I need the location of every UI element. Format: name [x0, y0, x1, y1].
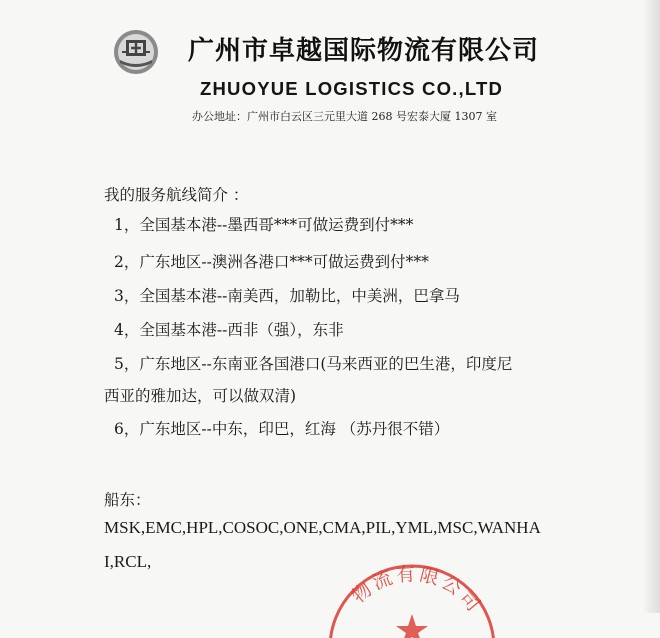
- route-item: 3，全国基本港--南美西，加勒比，中美洲，巴拿马: [114, 287, 460, 305]
- shipowners-list: MSK,EMC,HPL,COSOC,ONE,CMA,PIL,YML,MSC,WANHA: [104, 518, 541, 537]
- svg-text:物流有限公司: [348, 563, 486, 618]
- route-item-continued: 西亚的雅加达，可以做双清): [104, 387, 297, 405]
- company-name-en: ZHUOYUE LOGISTICS CO.,LTD: [200, 78, 504, 99]
- shipowners-list-continued: I,RCL,: [104, 552, 152, 571]
- route-item: 4，全国基本港--西非（强），东非: [114, 321, 344, 339]
- routes-intro: 我的服务航线简介 ：: [104, 186, 249, 204]
- office-address: 办公地址：广州市白云区三元里大道 268 号宏泰大厦 1307 室: [192, 110, 497, 123]
- shipowners-label: 船东：: [104, 491, 151, 509]
- company-name-cn: 广州市卓越国际物流有限公司: [188, 36, 540, 66]
- route-item: 5，广东地区--东南亚各国港口(马来西亚的巴生港，印度尼: [114, 355, 513, 373]
- route-item: 1，全国基本港--墨西哥***可做运费到付***: [114, 216, 414, 234]
- seal-text: 物流有限公司: [347, 563, 487, 618]
- company-logo: [112, 28, 160, 76]
- route-item: 2，广东地区--澳洲各港口***可做运费到付***: [114, 253, 429, 271]
- company-seal: [322, 548, 502, 638]
- route-item: 6，广东地区--中东，印巴，红海 （苏丹很不错）: [114, 420, 450, 438]
- page-edge-shadow: [642, 0, 660, 613]
